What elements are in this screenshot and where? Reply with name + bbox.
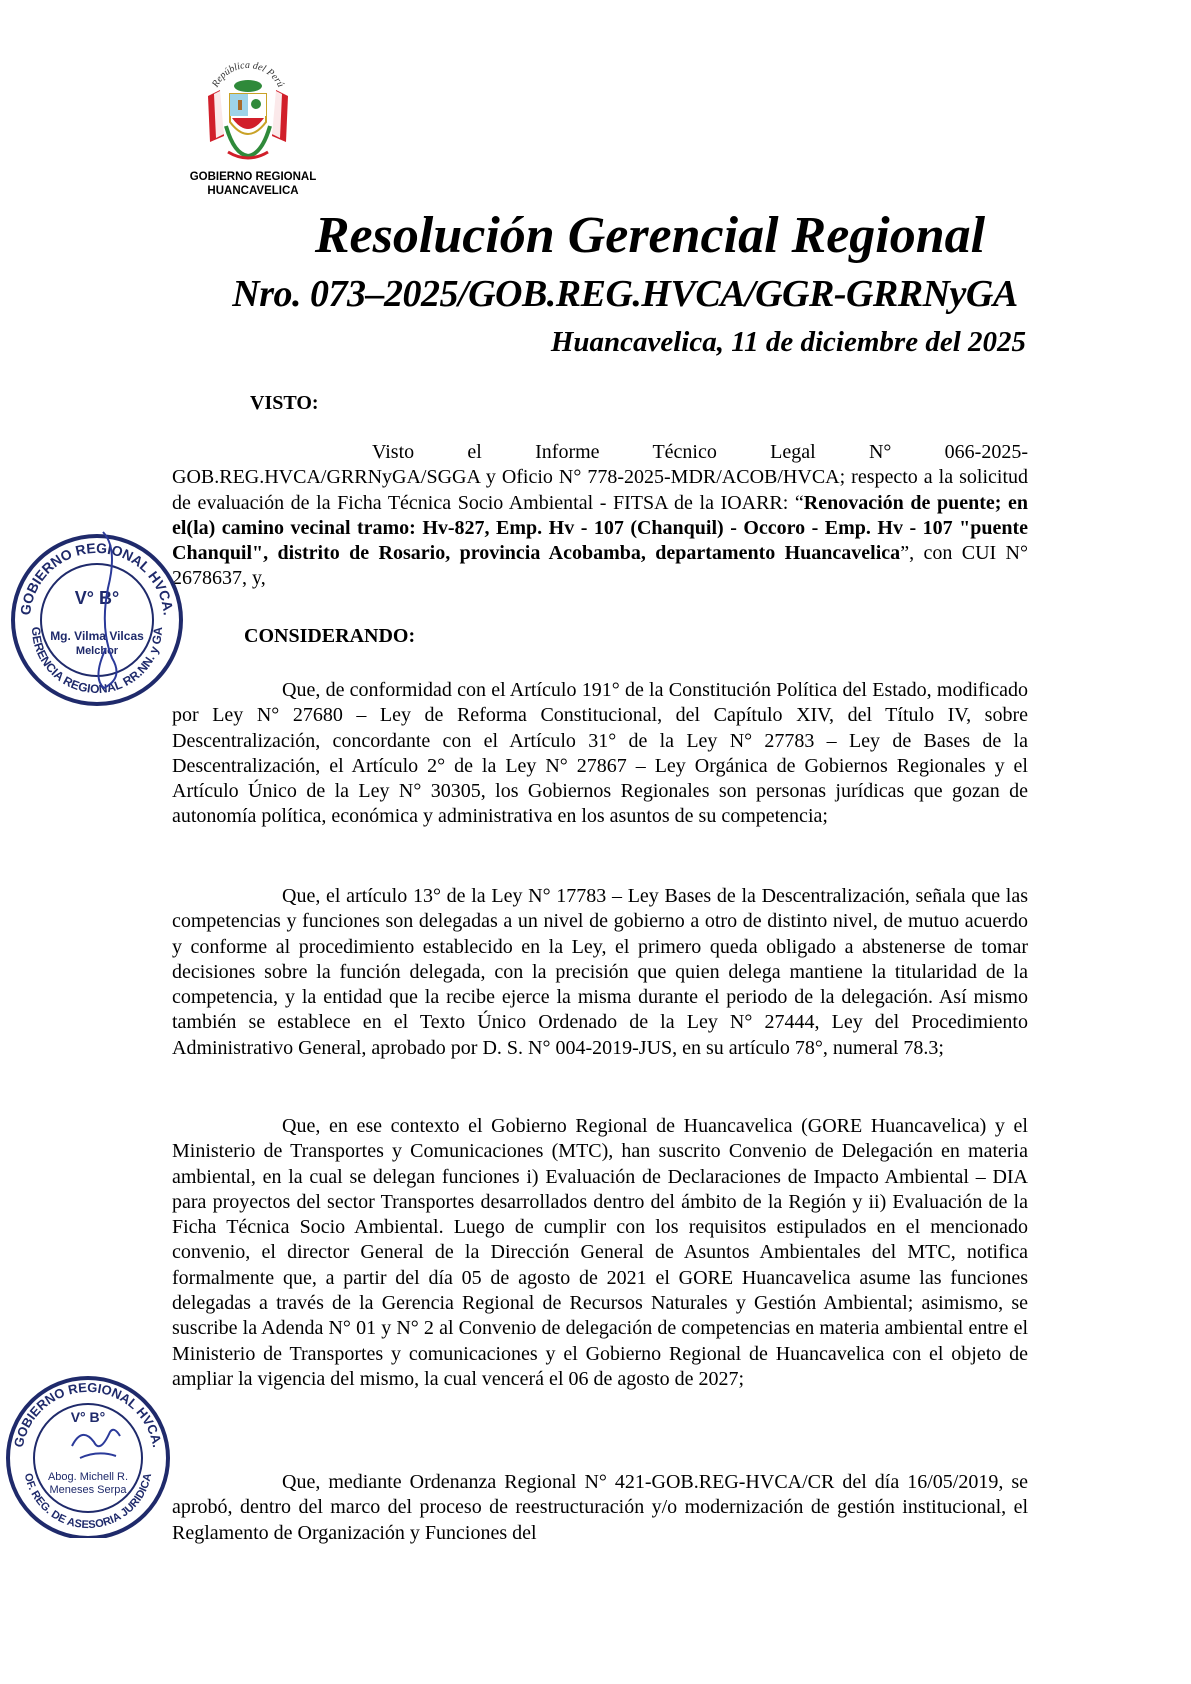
place-date: Huancavelica, 11 de diciembre del 2025 [550,326,1026,358]
stamp-name-line-1: Mg. Vilma Vilcas [50,629,144,643]
stamp-ring-top: GOBIERNO REGIONAL HVCA. [10,1379,166,1449]
stamp-name-line-2: Meneses Serpa [49,1484,127,1496]
considerando-paragraph-3 [172,1114,1028,1392]
stamp-center-mark: V° B° [74,588,120,608]
visto-text-end: ”, con CUI N° 2678637, y, [172,542,1029,590]
stamp-ring-bottom: GERENCIA REGIONAL RR.NN. y GA [28,626,166,697]
paragraph-text: Que, de conformidad con el Artículo 191° de la Constitución Política del Estado, modificado por Ley N° 27680 – Ley de Reforma Constitucional, del Capítulo XIV, del Título IV, sobre Descentralización, concordante con el Artículo 31° de la Ley N° 27783 – Ley de Bases de la Descentralización, el Artículo 2° de la Ley N° 27867 – Ley Orgánica de Gobiernos Regionales y el Artículo Único de la Ley N° 30305, los Gobiernos Regionales son personas jurídicas que gozan de autonomía política, económica y administrativa en los asuntos de su competencia; [172,679,1028,828]
stamp-center-mark: V° B° [70,1409,106,1425]
considerando-paragraph-1 [172,678,1028,830]
considerando-paragraph-2 [172,884,1028,1061]
seal-text: República del Perú [210,59,286,90]
resolution-number: Nro. 073–2025/GOB.REG.HVCA/GGR-GRRNyGA [232,273,1018,315]
visto-project-name: Renovación de puente; en el(la) camino vecinal tramo: Hv-827, Emp. Hv - 107 (Chanquil) - Occoro - Emp. Hv - 107 "puente Chanquil", distrito de Rosario, provincia Acobamba, departamento Huancavelica [172,491,1028,565]
paragraph-text: Que, el artículo 13° de la Ley N° 17783 – Ley Bases de la Descentralización, señala que las competencias y funciones son delegadas a un nivel de gobierno a otro de distinto nivel, de mutuo acuerdo y conforme al procedimiento establecido en la Ley, el primero queda obligado a abstenerse de tomar decisiones sobre la función delegada, con la precisión que quien delega mantiene la titularidad de la competencia, y la entidad que la recibe ejerce la misma durante el periodo de la delegación. Así mismo también se establece en el Texto Único Ordenado de la Ley N° 27444, Ley del Procedimiento Administrativo General, aprobado por D. S. N° 004-2019-JUS, en su artículo 78°, numeral 78.3; [172,885,1028,1059]
considerando-paragraph-4 [172,1470,1028,1546]
approval-stamp-environment [8,528,186,706]
stamp-name-line-2: Melchor [75,645,119,657]
stamp-name-line-1: Abog. Michell R. [47,1471,129,1483]
approval-stamp-legal [2,1372,174,1538]
signature-mark [72,1430,120,1458]
paragraph-text: Que, mediante Ordenanza Regional N° 421-GOB.REG-HVCA/CR del día 16/05/2019, se aprobó, dentro del marco del proceso de reestructuración y/o modernización de gestión institucional, el Reglamento de Organización y Funciones del [172,1471,1028,1544]
visto-heading: VISTO: [250,392,319,414]
stamp-ring-top: GOBIERNO REGIONAL HVCA. [17,539,177,617]
institution-name [178,170,328,198]
institution-line-2: HUANCAVELICA [207,185,299,197]
institution-line-1: GOBIERNO REGIONAL [189,171,317,183]
considerando-heading: CONSIDERANDO: [244,625,416,647]
visto-text-intro: Visto el Informe Técnico Legal N° 066-2025-GOB.REG.HVCA/GRRNyGA/SGGA y Oficio N° 778-2025-MDR/ACOB/HVCA; respecto a la solicitud de evaluación de la Ficha Técnica Socio Ambiental - FITSA de la IOARR: “ [172,441,1028,514]
paragraph-text: Que, en ese contexto el Gobierno Regional de Huancavelica (GORE Huancavelica) y el Ministerio de Transportes y Comunicaciones (MTC), han suscrito Convenio de Delegación en materia ambiental, en la cual se delegan funciones i) Evaluación de Declaraciones de Impacto Ambiental – DIA para proyectos del sector Transportes desarrollados dentro del ámbito de la Región y ii) Evaluación de la Ficha Técnica Socio Ambiental. Luego de cumplir con los requisitos estipulados en el mencionado convenio, el director General de la Dirección General de Asuntos Ambientales del MTC, notifica formalmente que, a partir del día 05 de agosto de 2021 el GORE Huancavelica asume las funciones delegadas a través de la Gerencia Regional de Recursos Naturales y Gestión Ambiental; asimismo, se suscribe la Adenda N° 01 y N° 2 al Convenio de delegación de competencias en materia ambiental entre el Ministerio de Transportes y comunicaciones y el Gobierno Regional de Huancavelica con el objeto de ampliar la vigencia del mismo, la cual vencerá el 06 de agosto de 2027; [172,1115,1028,1390]
visto-paragraph [172,440,1028,592]
document-title: Resolución Gerencial Regional [314,207,986,264]
stamp-ring-bottom: OF. REG. DE ASESORIA JURIDICA [21,1472,155,1532]
coat-of-arms-logo [200,56,296,166]
